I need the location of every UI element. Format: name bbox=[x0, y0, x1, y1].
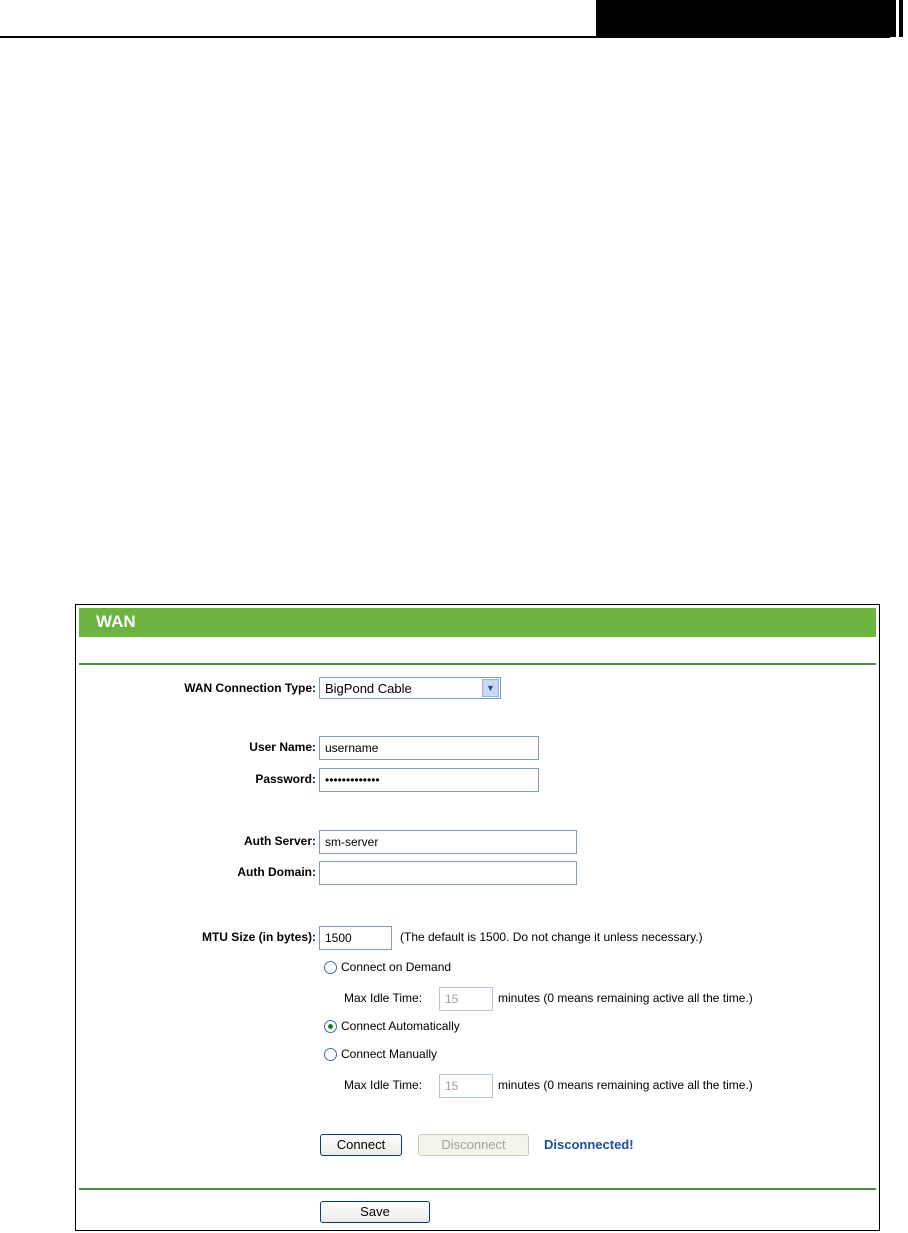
connect-automatically-radio[interactable] bbox=[324, 1020, 337, 1033]
idle-manual-hint: minutes (0 means remaining active all the time.) bbox=[498, 1078, 753, 1092]
idle-demand-label: Max Idle Time: bbox=[344, 991, 423, 1005]
connection-type-select[interactable] bbox=[319, 677, 501, 699]
connect-manually-radio[interactable] bbox=[324, 1048, 337, 1061]
panel-title: WAN bbox=[96, 612, 136, 631]
user-name-label: User Name: bbox=[249, 740, 316, 754]
wan-panel bbox=[75, 604, 880, 1231]
connect-button[interactable]: Connect bbox=[320, 1134, 402, 1156]
idle-manual-label: Max Idle Time: bbox=[344, 1078, 423, 1092]
page-header-line bbox=[0, 36, 890, 38]
title-bar bbox=[79, 608, 876, 637]
page-header-block bbox=[596, 0, 896, 37]
mtu-hint: (The default is 1500. Do not change it unless necessary.) bbox=[400, 930, 703, 944]
status-text: Disconnected! bbox=[544, 1137, 634, 1152]
chevron-down-icon[interactable]: ▼ bbox=[482, 679, 499, 697]
auth-server-label: Auth Server: bbox=[243, 834, 316, 848]
connect-on-demand-radio[interactable] bbox=[324, 961, 337, 974]
auth-domain-label: Auth Domain: bbox=[237, 865, 316, 879]
password-label: Password: bbox=[255, 772, 316, 786]
connect-manually-label: Connect Manually bbox=[341, 1047, 438, 1061]
idle-demand-input[interactable]: 15 bbox=[439, 987, 493, 1011]
connection-type-value: BigPond Cable bbox=[325, 681, 412, 696]
connect-automatically-label: Connect Automatically bbox=[341, 1019, 460, 1033]
auth-domain-input[interactable] bbox=[319, 861, 577, 885]
auth-server-input[interactable]: sm-server bbox=[319, 830, 577, 854]
idle-demand-hint: minutes (0 means remaining active all the time.) bbox=[498, 991, 753, 1005]
user-name-input[interactable]: username bbox=[319, 736, 539, 760]
page-header-tick bbox=[899, 0, 903, 37]
mtu-label: MTU Size (in bytes): bbox=[201, 930, 316, 944]
mtu-input[interactable]: 1500 bbox=[319, 926, 392, 950]
disconnect-button[interactable]: Disconnect bbox=[418, 1134, 529, 1156]
connect-on-demand-label: Connect on Demand bbox=[341, 960, 452, 974]
top-separator bbox=[79, 663, 876, 665]
password-input[interactable]: ••••••••••••• bbox=[319, 768, 539, 792]
idle-manual-input[interactable]: 15 bbox=[439, 1074, 493, 1098]
save-button[interactable]: Save bbox=[320, 1201, 430, 1223]
bottom-separator bbox=[79, 1188, 876, 1190]
connection-type-label: WAN Connection Type: bbox=[184, 681, 316, 695]
